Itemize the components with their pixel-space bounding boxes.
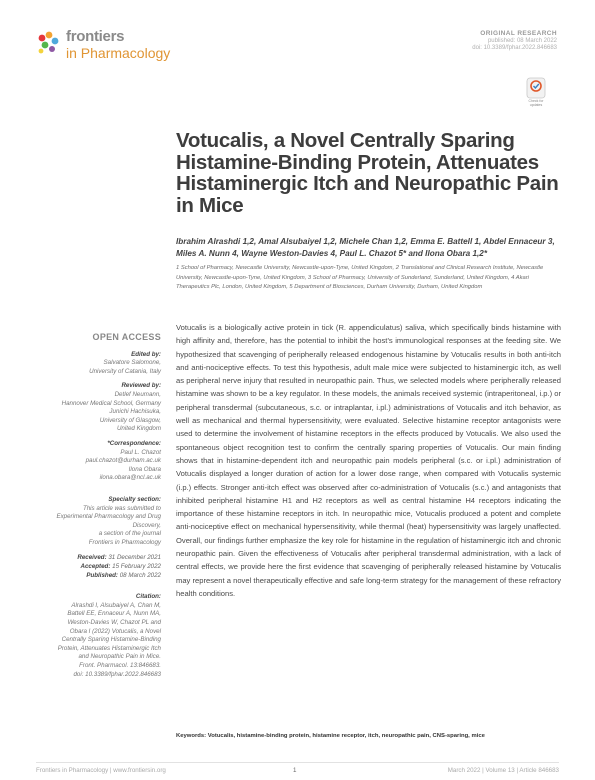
published-date: published: 08 March 2022 [487, 38, 557, 44]
citation-line: Battell EE, Ennaceur A, Nunn MA, [67, 610, 161, 618]
open-access-label: OPEN ACCESS [92, 332, 161, 342]
footer-divider [36, 762, 559, 763]
page-number: 1 [293, 767, 297, 774]
affiliations: 1 School of Pharmacy, Newcastle University, Newcastle-upon-Tyne, United Kingdom, 2 Translational and Clinical Research Institute, Newcastle University, Newcastle-upon-Tyne, United Kingdom, 3 School of Pharmacy, University of Sunderland, Sunderland, United Kingdom, 4 Akari Therapeutics Plc, London, United Kingdom, 5 Department of Biosciences, Durham University, Durham, United Kingdom [176, 265, 544, 290]
footer-journal[interactable]: Frontiers in Pharmacology | www.frontiersin.org [36, 767, 166, 774]
specialty-line: Experimental Pharmacology and Drug [56, 513, 161, 521]
citation-line: and Neuropathic Pain in Mice. [78, 653, 161, 661]
citation-line: Centrally Sparing Histamine-Binding [61, 636, 161, 644]
received-value: 31 December 2021 [108, 554, 161, 562]
correspondence-line: Paul L. Chazot [120, 448, 161, 456]
received-date [36, 554, 161, 563]
article-title: Votucalis, a Novel Centrally Sparing Histamine-Binding Protein, Attenuates Histaminergic Itch and Neuropathic Pain in Mice [176, 129, 559, 217]
article-header-info [472, 30, 557, 51]
received-label: Received: [77, 554, 107, 562]
citation-doi[interactable]: doi: 10.3389/fphar.2022.846683 [73, 670, 161, 678]
check-for-updates-button[interactable] [521, 77, 551, 111]
correspondence-label: *Correspondence: [107, 439, 161, 447]
reviewer-line: University of Glasgow, [99, 416, 161, 424]
correspondence-line: Ilona Obara [128, 465, 161, 473]
published-sidebar-date [36, 572, 161, 581]
specialty-line: Frontiers in Pharmacology [88, 538, 161, 546]
reviewer-line: United Kingdom [116, 425, 161, 433]
keywords-text: Votucalis, histamine-binding protein, histamine receptor, itch, neuropathic pain, CNS-sparing, mice [207, 733, 485, 739]
citation-line: Alrashdi I, Alsubaiyel A, Chan M, [71, 601, 161, 609]
journal-logo [36, 28, 196, 64]
article-sidebar [36, 333, 161, 679]
footer-article-info: March 2022 | Volume 13 | Article 846683 [447, 767, 559, 774]
journal-name-line2: in Pharmacology [66, 45, 171, 61]
citation-line: Front. Pharmacol. 13:846683. [79, 662, 161, 669]
reviewer-line: Hannover Medical School, Germany [61, 399, 161, 407]
citation-line: Protein, Attenuates Histaminergic Itch [57, 644, 161, 652]
author-list: Ibrahim Alrashdi 1,2, Amal Alsubaiyel 1,2, Michele Chan 1,2, Emma E. Battell 1, Abdel Ennaceur 3, Miles A. Nunn 4, Wayne Weston-Davies 4, Paul L. Chazot 5* and Ilona Obara 1,2* [176, 237, 555, 258]
reviewer-line: Detlef Neumann, [114, 390, 161, 398]
editor-line: University of Catania, Italy [89, 367, 161, 375]
journal-name-line1: frontiers [66, 28, 125, 45]
published-value: 08 March 2022 [119, 571, 161, 579]
citation-line: Obara I (2022) Votucalis, a Novel [69, 627, 161, 635]
check-updates-label-2: updates [529, 103, 543, 107]
specialty-section-label: Specialty section: [108, 495, 161, 503]
citation-line: Weston-Davies W, Chazot PL and [67, 619, 161, 627]
specialty-line: Discovery, [132, 521, 161, 529]
correspondence-email[interactable]: ilona.obara@ncl.ac.uk [99, 474, 161, 482]
published-label: Published: [86, 571, 118, 579]
keywords-label: Keywords: [176, 733, 207, 739]
doi[interactable]: doi: 10.3389/fphar.2022.846683 [472, 45, 557, 51]
frontiers-logo-icon [36, 30, 62, 56]
specialty-line: a section of the journal [98, 530, 161, 538]
correspondence-email[interactable]: paul.chazot@durham.ac.uk [85, 457, 161, 465]
specialty-line: This article was submitted to [82, 504, 161, 512]
check-updates-label-1: Check for [528, 99, 544, 103]
accepted-value: 15 February 2022 [112, 563, 161, 571]
check-updates-icon [526, 77, 546, 99]
editor-line: Salvatore Salomone, [103, 359, 161, 367]
article-type: ORIGINAL RESEARCH [480, 30, 557, 37]
edited-by-label: Edited by: [131, 350, 161, 358]
citation-label: Citation: [135, 593, 161, 601]
abstract: Votucalis is a biologically active protein in tick (R. appendiculatus) saliva, which specifically binds histamine with high affinity and, therefore, has the potential to inhibit the host’s immunological responses at the feeding site. We hypothesized that scavenging of peripherally released endogenous histamine by Votucalis results in both anti-itch and anti-nociceptive effects. To test this hypothesis, adult male mice were subjected to histaminergic itch, as well as peripheral nerve injury that resulted in neuropathic pain. Thus, we selected models where peripherally released histamine was shown to be a key regulator. In these models, the animals received systemic (intraperitoneal, i.p.) or peripheral transdermal (subcutaneous, s.c. or intraplantar, i.pl.) administrations of Votucalis and itch behavior, as well as mechanical and thermal hypersensitivity, were evaluated. Selective histamine receptor antagonists were used to determine the involvement of histamine receptors in the effects produced by Votucalis. We also used the spontaneous object recognition test to confirm the centrally sparing properties of Votucalis. Our main finding shows that in histamine-dependent itch and neuropathic pain models peripheral (s.c. or i.pl.) administration of Votucalis displayed a longer duration of action for a lower dose range, when compared with Votucalis systemic (i.p.) effects. Stronger anti-itch effect was observed after co-administration of Votucalis (s.c.) and antagonists that inhibited peripheral histamine H1 and H2 receptors as well as central histamine H4 receptors indicating the importance of these histamine receptors in itch. In neuropathic mice, Votucalis produced a potent and complete anti-nociceptive effect on mechanical hypersensitivity, while thermal (heat) hypersensitivity was largely unaffected. Overall, our findings further emphasize the key role for histamine in the regulation of histaminergic itch and chronic neuropathic pain. Given the effectiveness of Votucalis after peripheral transdermal administration, with a lack of central effects, we provide here the first evidence that scavenging of peripherally released histamine by Votucalis may represent a novel therapeutically effective and safe long-term strategy for the management of these refractory health conditions. [176, 323, 561, 598]
accepted-date [36, 563, 161, 572]
reviewed-by-label: Reviewed by: [121, 382, 161, 390]
reviewer-line: Junichi Hachisuka, [109, 408, 161, 416]
keywords [176, 733, 561, 739]
accepted-label: Accepted: [80, 563, 111, 571]
